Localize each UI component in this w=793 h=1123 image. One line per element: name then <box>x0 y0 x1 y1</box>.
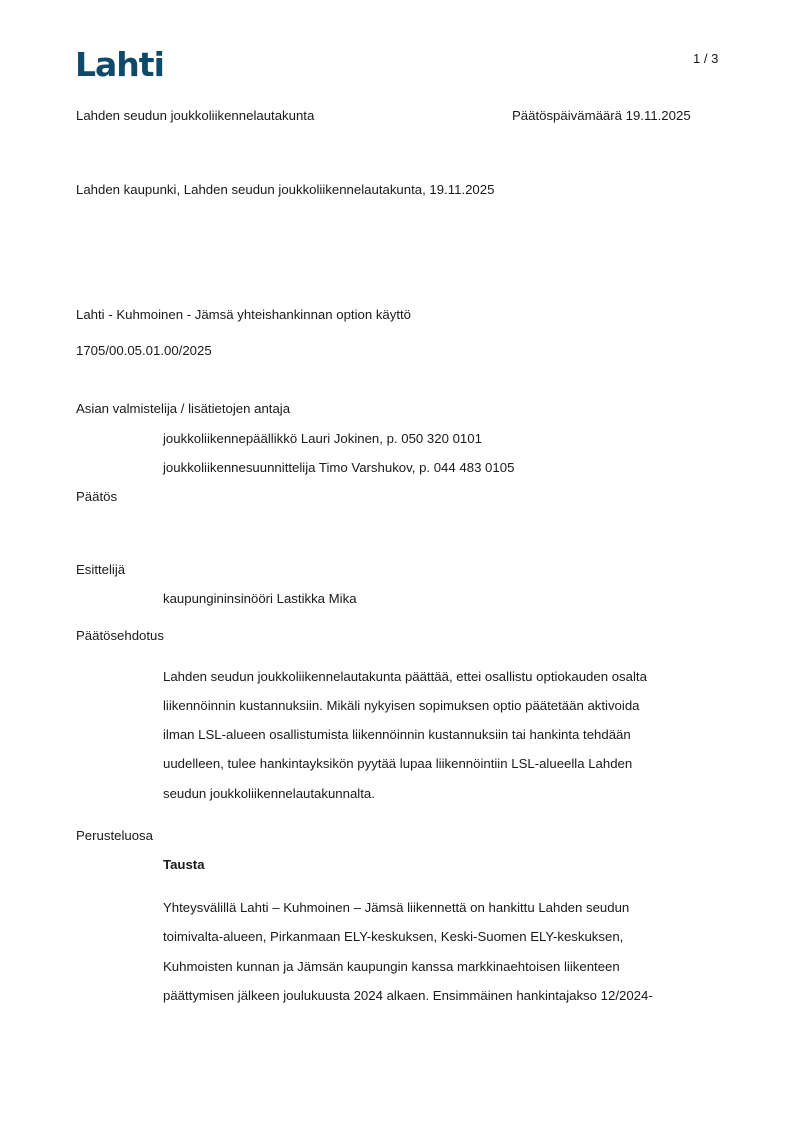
rationale-line: Kuhmoisten kunnan ja Jämsän kaupungin kanssa markkinaehtoisen liikenteen <box>163 959 620 974</box>
rationale-subheading: Tausta <box>163 857 205 872</box>
preparer-label: Asian valmistelija / lisätietojen antaja <box>76 401 291 416</box>
rationale-label: Perusteluosa <box>76 828 153 843</box>
proposal-line: seudun joukkoliikennelautakunnalta. <box>163 786 375 801</box>
body-name: Lahden seudun joukkoliikennelautakunta <box>76 108 315 123</box>
preparer-person: joukkoliikennesuunnittelija Timo Varshukov, p. 044 483 0105 <box>163 460 515 475</box>
decision-label: Päätös <box>76 489 118 504</box>
presenter-name: kaupungininsinööri Lastikka Mika <box>163 591 357 606</box>
proposal-line: uudelleen, tulee hankintayksikön pyytää lupaa liikennöintiin LSL-alueella Lahden <box>163 756 633 771</box>
preparer-person: joukkoliikennepäällikkö Lauri Jokinen, p. 050 320 0101 <box>163 431 482 446</box>
proposal-line: liikennöinnin kustannuksiin. Mikäli nykyisen sopimuksen optio päätetään aktivoida <box>163 698 640 713</box>
meeting-line: Lahden kaupunki, Lahden seudun joukkoliikennelautakunta, 19.11.2025 <box>76 182 495 197</box>
decision-date: Päätöspäivämäärä 19.11.2025 <box>512 108 691 123</box>
rationale-line: Yhteysvälillä Lahti – Kuhmoinen – Jämsä liikennettä on hankittu Lahden seudun <box>163 900 630 915</box>
lahti-logo: Lahti <box>75 45 164 84</box>
proposal-line: ilman LSL-alueen osallistumista liikennöinnin kustannuksiin tai hankinta tehdään <box>163 727 631 742</box>
proposal-line: Lahden seudun joukkoliikennelautakunta päättää, ettei osallistu optiokauden osalta <box>163 669 647 684</box>
case-number: 1705/00.05.01.00/2025 <box>76 343 212 358</box>
rationale-line: päättymisen jälkeen joulukuusta 2024 alkaen. Ensimmäinen hankintajakso 12/2024- <box>163 988 653 1003</box>
document-title: Lahti - Kuhmoinen - Jämsä yhteishankinnan option käyttö <box>76 307 412 322</box>
page-number: 1 / 3 <box>693 51 719 66</box>
presenter-label: Esittelijä <box>76 562 126 577</box>
proposal-label: Päätösehdotus <box>76 628 164 643</box>
rationale-line: toimivalta-alueen, Pirkanmaan ELY-keskuksen, Keski-Suomen ELY-keskuksen, <box>163 929 624 944</box>
